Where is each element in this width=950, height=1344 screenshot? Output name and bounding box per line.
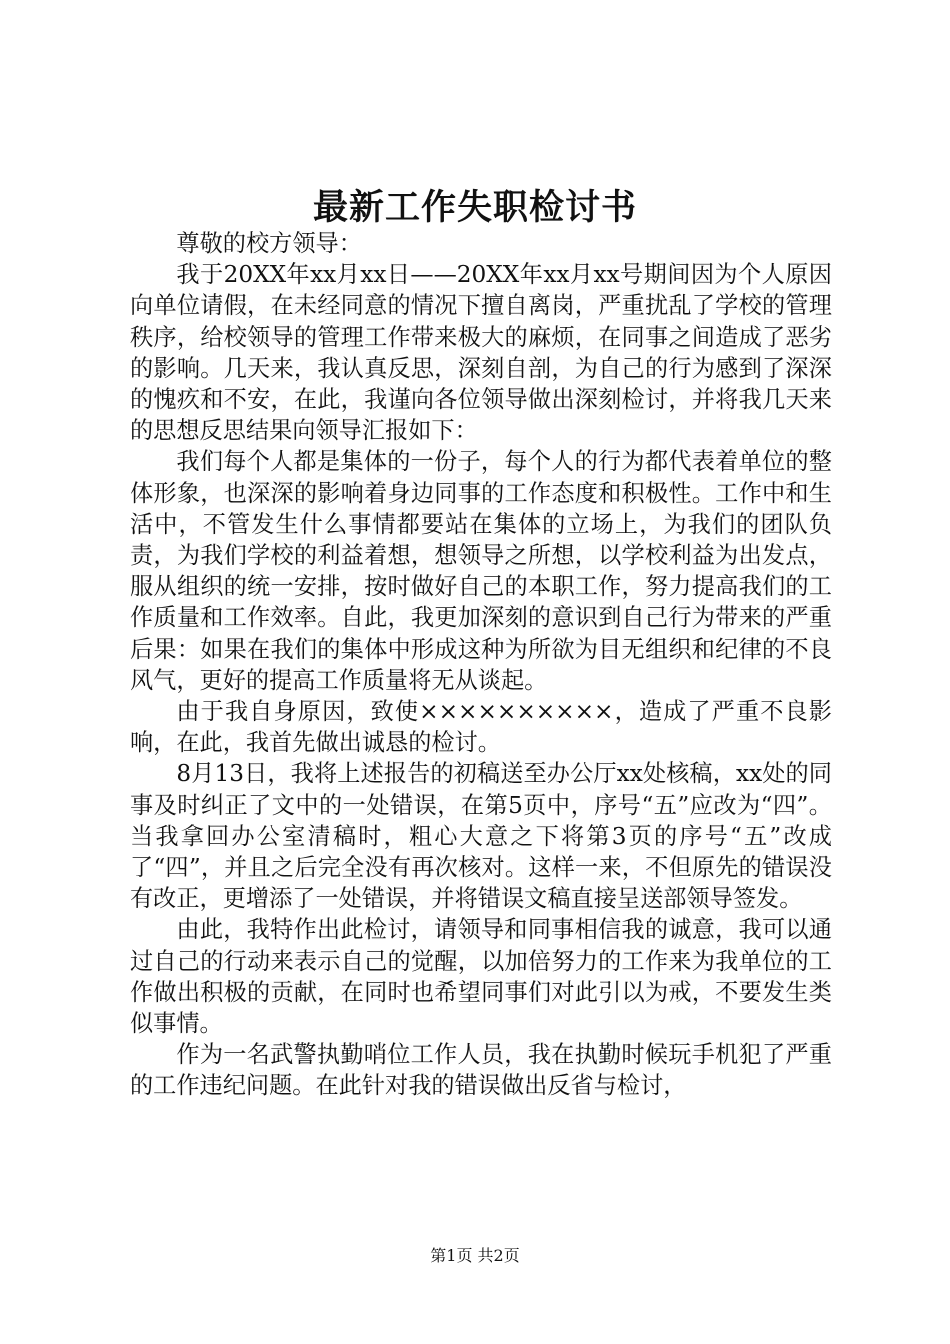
paragraph-4: 8月13日，我将上述报告的初稿送至办公厅xx处核稿，xx处的同事及时纠正了文中的一处错误，在第5页中，序号“五”应改为“四”。当我拿回办公室清稿时，粗心大意之下将第3页的序号“五”改成了“四”，并且之后完全没有再次核对。这样一来，不但原先的错误没有改正，更增添了一处错误，并将错误文稿直接呈送部领导签发。	[130, 760, 832, 913]
paragraph-6: 作为一名武警执勤哨位工作人员，我在执勤时候玩手机犯了严重的工作违纪问题。在此针对我的错误做出反省与检讨，	[130, 1041, 832, 1100]
page-number-footer: 第1页 共2页	[430, 1246, 520, 1265]
paragraph-2: 我们每个人都是集体的一份子，每个人的行为都代表着单位的整体形象，也深深的影响着身边同事的工作态度和积极性。工作中和生活中，不管发生什么事情都要站在集体的立场上，为我们的团队负责，为我们学校的利益着想，想领导之所想，以学校利益为出发点，服从组织的统一安排，按时做好自己的本职工作，努力提高我们的工作质量和工作效率。自此，我更加深刻的意识到自己行为带来的严重后果：如果在我们的集体中形成这种为所欲为目无组织和纪律的不良风气，更好的提高工作质量将无从谈起。	[130, 448, 832, 694]
document-body	[130, 228, 832, 1102]
paragraph-5: 由此，我特作出此检讨，请领导和同事相信我的诚意，我可以通过自己的行动来表示自己的觉醒，以加倍努力的工作来为我单位的工作做出积极的贡献，在同时也希望同事们对此引以为戒，不要发生类似事情。	[130, 916, 832, 1038]
paragraph-3: 由于我自身原因，致使××××××××××，造成了严重不良影响，在此，我首先做出诚恳的检讨。	[130, 698, 832, 757]
paragraph-1: 我于20XX年xx月xx日——20XX年xx月xx号期间因为个人原因向单位请假，在未经同意的情况下擅自离岗，严重扰乱了学校的管理秩序，给校领导的管理工作带来极大的麻烦，在同事之间造成了恶劣的影响。几天来，我认真反思，深刻自剖，为自己的行为感到了深深的愧疚和不安，在此，我谨向各位领导做出深刻检讨，并将我几天来的思想反思结果向领导汇报如下：	[130, 261, 832, 445]
salutation: 尊敬的校方领导：	[176, 230, 362, 257]
document-title: 最新工作失职检讨书	[312, 187, 637, 228]
